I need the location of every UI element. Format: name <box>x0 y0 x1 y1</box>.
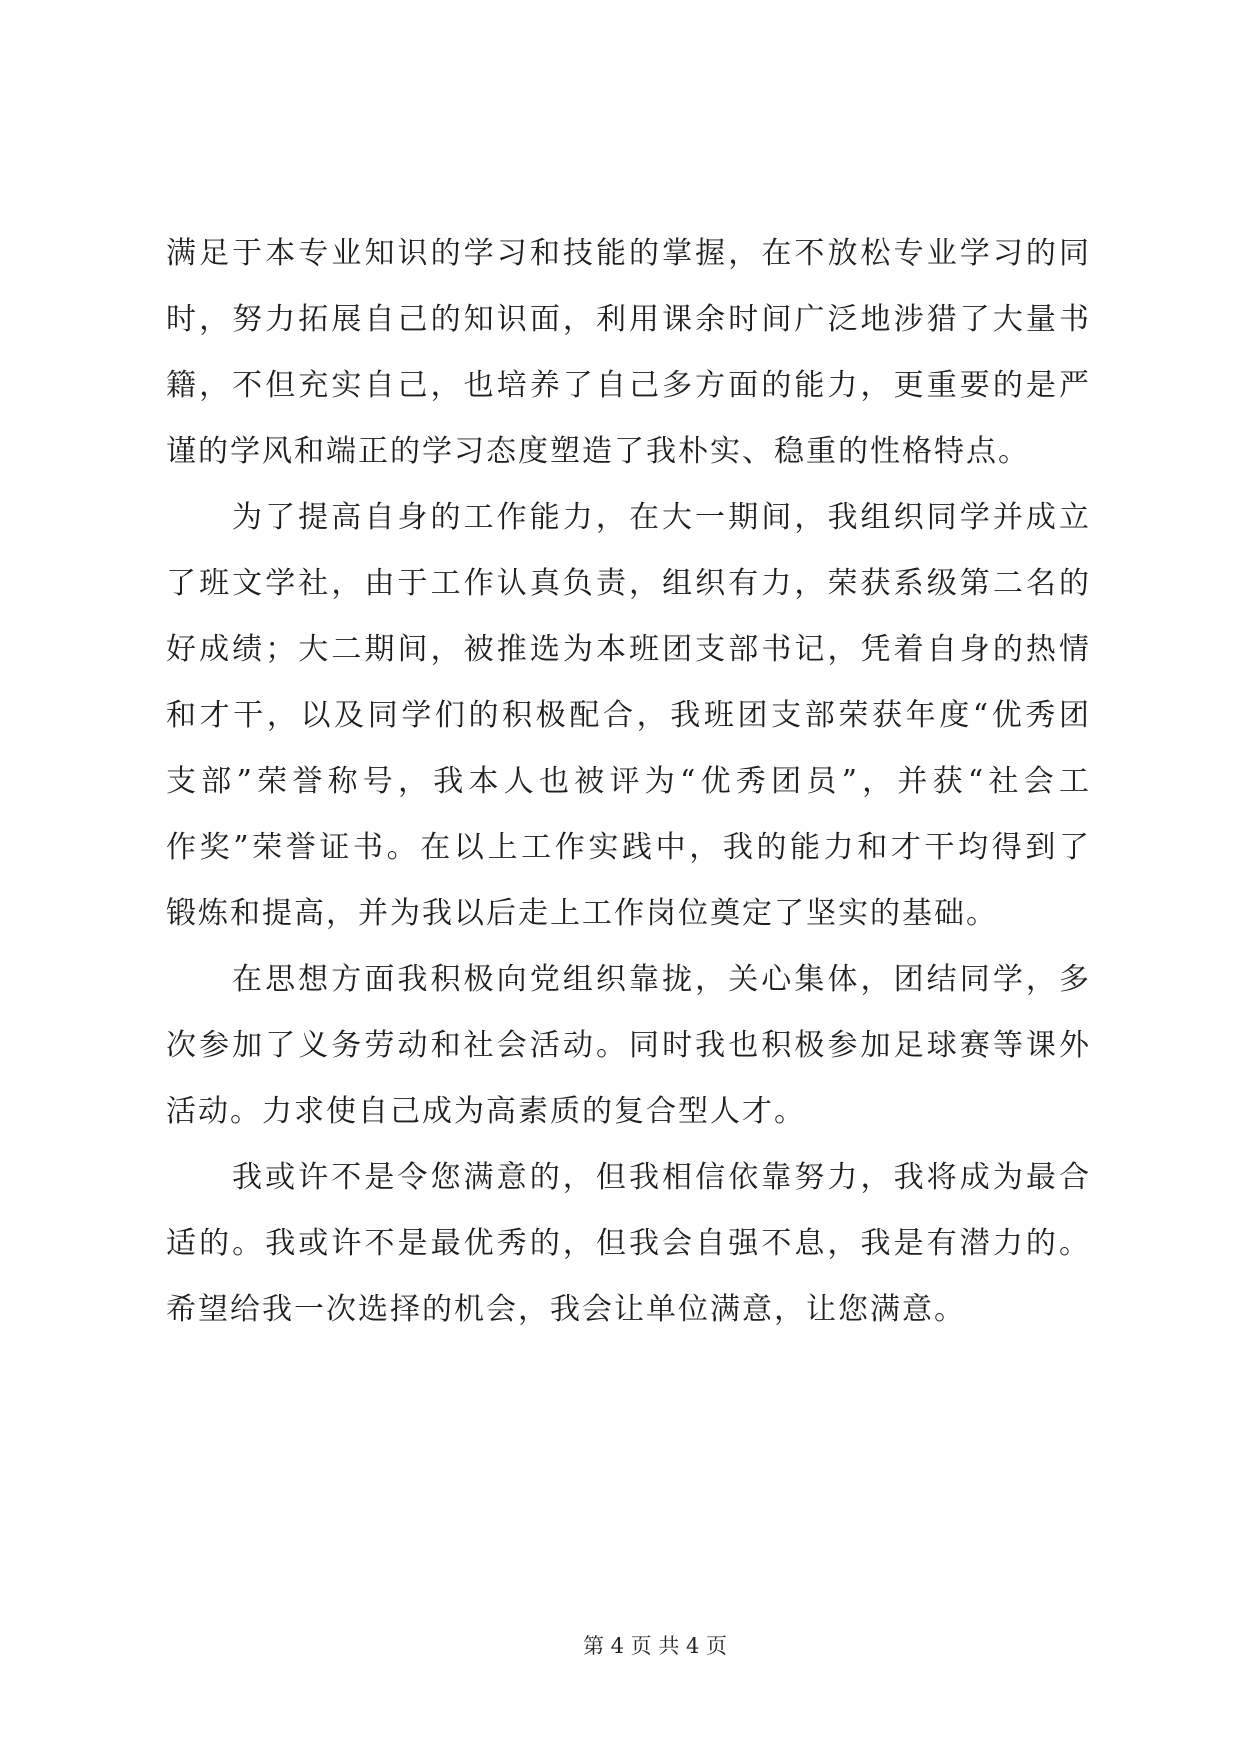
text-line: 我或许不是令您满意的，但我相信依靠努力，我将成为最合 <box>232 1160 1091 1195</box>
page-number-footer: 第 4 页 共 4 页 <box>582 1634 728 1658</box>
text-line: 适的。我或许不是最优秀的，但我会自强不息，我是有潜力的。 <box>166 1226 1091 1261</box>
text-line: 时，努力拓展自己的知识面，利用课余时间广泛地涉猎了大量书 <box>166 302 1091 337</box>
text-line: 满足于本专业知识的学习和技能的掌握，在不放松专业学习的同 <box>166 236 1091 271</box>
text-line: 活动。力求使自己成为高素质的复合型人才。 <box>166 1094 806 1129</box>
text-line: 支部”荣誉称号，我本人也被评为“优秀团员”，并获“社会工 <box>166 764 1091 799</box>
text-line: 锻炼和提高，并为我以后走上工作岗位奠定了坚实的基础。 <box>166 896 998 931</box>
text-line: 为了提高自身的工作能力，在大一期间，我组织同学并成立 <box>232 500 1091 535</box>
text-line: 希望给我一次选择的机会，我会让单位满意，让您满意。 <box>166 1292 966 1327</box>
paragraph <box>166 947 1091 1145</box>
text-line: 在思想方面我积极向党组织靠拢，关心集体，团结同学，多 <box>232 962 1091 997</box>
text-line: 了班文学社，由于工作认真负责，组织有力，荣获系级第二名的 <box>166 566 1091 601</box>
paragraph <box>166 485 1091 947</box>
text-line: 作奖”荣誉证书。在以上工作实践中，我的能力和才干均得到了 <box>166 830 1091 865</box>
text-line: 好成绩；大二期间，被推选为本班团支部书记，凭着自身的热情 <box>166 632 1091 667</box>
paragraph <box>166 221 1091 485</box>
body-text <box>166 221 1091 1343</box>
paragraph <box>166 1145 1091 1343</box>
text-line: 谨的学风和端正的学习态度塑造了我朴实、稳重的性格特点。 <box>166 434 1030 469</box>
text-line: 籍，不但充实自己，也培养了自己多方面的能力，更重要的是严 <box>166 368 1091 403</box>
text-line: 次参加了义务劳动和社会活动。同时我也积极参加足球赛等课外 <box>166 1028 1091 1063</box>
text-line: 和才干，以及同学们的积极配合，我班团支部荣获年度“优秀团 <box>166 698 1091 733</box>
